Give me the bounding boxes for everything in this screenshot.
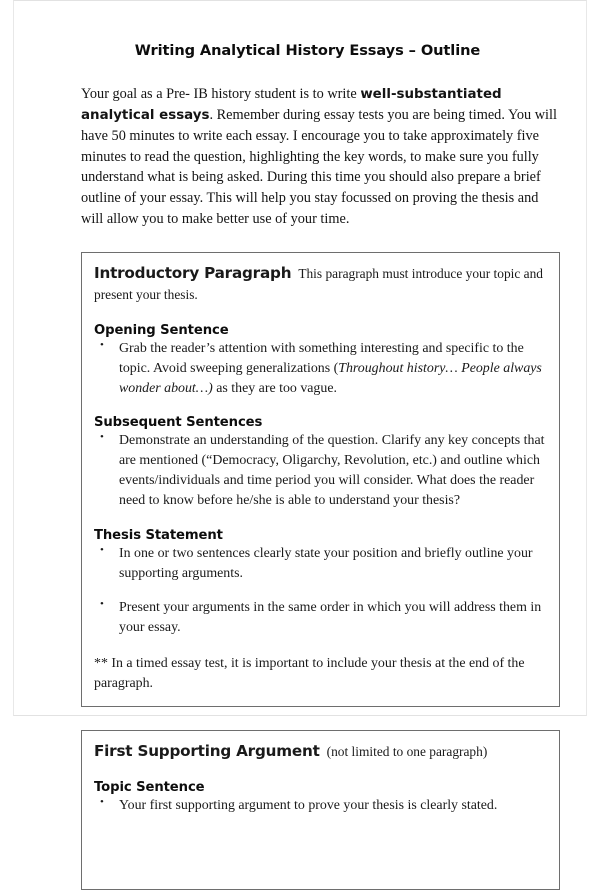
- section-introductory-paragraph: [81, 252, 560, 707]
- intro-bold-phrase: well-substantiated analytical essays: [81, 87, 502, 123]
- section-heading-row: [94, 741, 547, 763]
- section-footnote: ** In a timed essay test, it is important to include your thesis at the end of the paragraph.: [94, 656, 525, 691]
- intro-paragraph: [81, 84, 560, 230]
- bullet-text-part1: Present your arguments in the same order in which you will address them in your essay.: [119, 599, 542, 635]
- document-page: [13, 0, 587, 814]
- bullet-text-part1: Demonstrate an understanding of the question. Clarify any key concepts that are mentioned (“Democracy, Oligarchy, Revolution, etc.) and outline which events/individuals and time period you will consider. What does the reader need to know before he/she is able to understand your thesis?: [119, 433, 545, 509]
- subheading-thesis-statement: Thesis Statement: [94, 527, 223, 543]
- section-heading: First Supporting Argument: [94, 742, 320, 761]
- section-first-supporting-argument: [81, 730, 560, 890]
- subheading-topic-sentence: Topic Sentence: [94, 780, 205, 796]
- bullet-text-part1: Your first supporting argument to prove your thesis is clearly stated.: [119, 798, 498, 814]
- list-item: [94, 431, 547, 511]
- section-heading-row: [94, 263, 547, 306]
- section-heading-note: This paragraph must introduce your topic and present your thesis.: [94, 266, 543, 302]
- bullet-list-opening-sentence: [94, 339, 547, 399]
- intro-text-before: Your goal as a Pre- IB history student is to write: [81, 86, 361, 102]
- list-item: [94, 544, 547, 584]
- bullet-list-subsequent-sentences: [94, 431, 547, 511]
- bullet-text-part1: In one or two sentences clearly state your position and briefly outline your supporting arguments.: [119, 545, 533, 581]
- page-title: Writing Analytical History Essays – Outline: [134, 42, 481, 59]
- list-item: [94, 598, 547, 638]
- list-item: [94, 796, 547, 816]
- bullet-list-topic-sentence: [94, 796, 547, 816]
- subheading-subsequent-sentences: Subsequent Sentences: [94, 415, 263, 431]
- list-item: [94, 339, 547, 399]
- bullet-text-part1: Grab the reader’s attention with something interesting and specific to the topic. Avoid sweeping generalizations (: [119, 340, 524, 376]
- bullet-list-thesis-statement: [94, 544, 547, 638]
- intro-text-after: . Remember during essay tests you are being timed. You will have 50 minutes to write each essay. I encourage you to take approximately five minutes to read the question, highlighting the key words, to make sure you fully understand what is being asked. During this time you should also prepare a brief outline of your essay. This will help you stay focussed on proving the thesis and will allow you to make better use of your time.: [81, 106, 557, 228]
- section-heading-note: (not limited to one paragraph): [326, 744, 488, 760]
- section-heading: Introductory Paragraph: [94, 264, 292, 283]
- page-content: [14, 42, 586, 890]
- subheading-opening-sentence: Opening Sentence: [94, 322, 229, 338]
- bullet-text-part2: as they are too vague.: [212, 380, 337, 396]
- bullet-text-italic: Throughout history… People always wonder about…): [119, 360, 542, 396]
